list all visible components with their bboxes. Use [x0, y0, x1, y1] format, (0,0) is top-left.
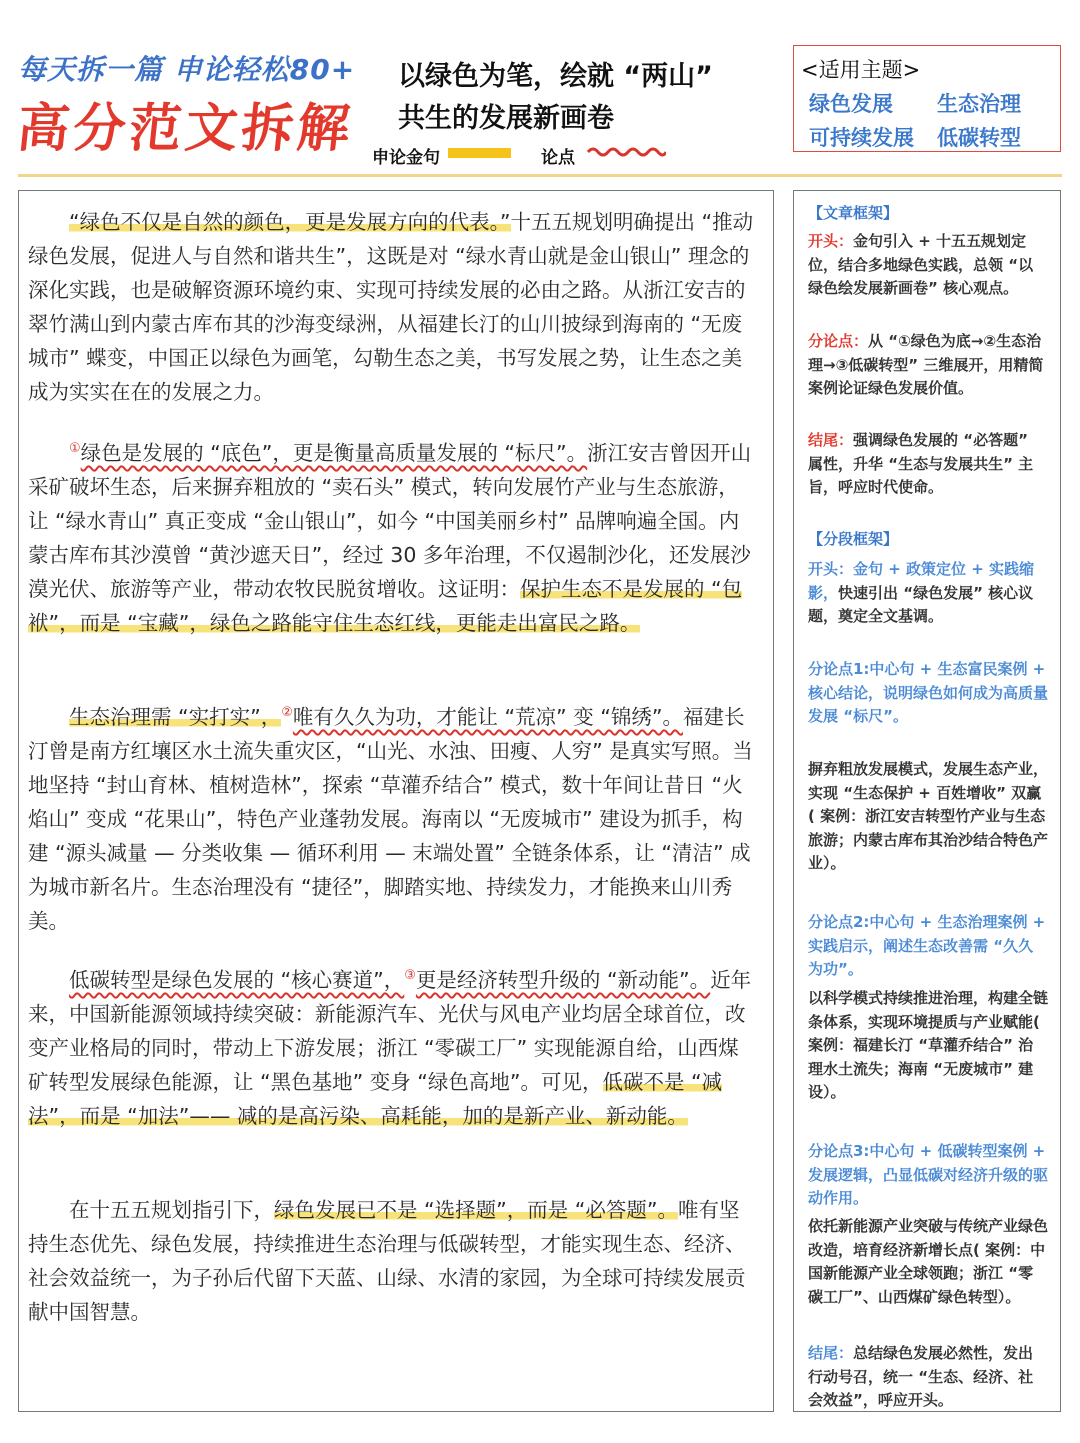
article-paragraph-4 [28, 963, 758, 1133]
ending-text: 强调绿色发展的 “必答题” 属性，升华 “生态与发展共生” 主旨，呼应时代使命。 [808, 431, 1034, 496]
golden-sentence: 生态治理需 “实打实”， [69, 705, 282, 729]
golden-sentence: “绿色不仅是自然的颜色，更是发展方向的代表。” [69, 210, 511, 234]
point2-detail: 以科学模式持续推进治理，构建全链条体系，实现环境提质与产业赋能( 案例：福建长汀 “草灌乔结合” 治理水土流失；海南 “无废城市” 建设）。 [808, 989, 1049, 1101]
golden-sentence: 低碳不是 “减法”，而是 “加法”—— 减的是高污染、高耗能，加的是新产业、新动能。 [28, 1070, 723, 1128]
para-ending [808, 1342, 1048, 1413]
points-label: 分论点： [808, 332, 869, 350]
paragraph-text: 在十五五规划指引下， [69, 1198, 274, 1222]
framework-points [808, 330, 1048, 401]
opening-label: 开头： [808, 232, 854, 250]
page-title-line1: 以绿色为笔，绘就 “两山” [398, 61, 713, 92]
legend-highlight-swatch [448, 148, 511, 158]
brand-slogan: 每天拆一篇 申论轻松80+ [18, 53, 356, 86]
framework-title: 【文章框架】 [808, 204, 899, 222]
paragraph-text: 唯有坚持生态优先、绿色发展，持续推进生态治理与低碳转型，才能实现生态、经济、社会效益统一，为子孙后代留下天蓝、山绿、水清的家园，为全球可持续发展贡献中国智慧。 [28, 1198, 746, 1324]
brand-title: 高分范文拆解 [14, 98, 357, 159]
para-ending-text: 总结绿色发展必然性，发出行动号召，统一 “生态、经济、社会效益”，呼应开头。 [808, 1344, 1034, 1409]
point3-detail: 依托新能源产业突破与传统产业绿色改造，培育经济新增长点( 案例：中国新能源产业全球领跑；浙江 “零碳工厂”、山西煤矿绿色转型）。 [808, 1217, 1049, 1306]
theme-tag-ecological-governance: 生态治理 [937, 92, 1021, 116]
theme-tag-green-development: 绿色发展 [809, 92, 893, 116]
page-title-line2: 共生的发展新画卷 [398, 103, 614, 134]
theme-title: <适用主题> [801, 58, 921, 82]
point-number: ② [281, 705, 293, 721]
framework-opening [808, 230, 1048, 301]
article-paragraph-2 [28, 436, 758, 640]
paragraph-text: 福建长汀曾是南方红壤区水土流失重灾区，“山光、水浊、田瘦、人穷” 是真实写照。当地坚持 “封山育林、植树造林”，探索 “草灌乔结合” 模式，数十年间让昔日 “火焰山” 变成 “花果山”，特色产业蓬勃发展。海南以 “无废城市” 建设为抓手，构建 “源头减量 — 分类收集 — 循环利用 — 末端处置” 全链条体系，让 “清洁” 成为城市新名片。生态治理没有 “捷径”，脚踏实地、持续发力，才能换来山川秀美。 [28, 705, 753, 933]
point1-detail: 摒弃粗放发展模式，发展生态产业，实现 “生态保护 + 百姓增收” 双赢( 案例：浙江安吉转型竹产业与生态旅游；内蒙古库布其治沙结合特色产业）。 [808, 760, 1049, 872]
paragraph-framework-title: 【分段框架】 [808, 530, 899, 548]
legend-wave-swatch [586, 143, 666, 159]
point3-summary: 分论点3:中心句 + 低碳转型案例 + 发展逻辑，凸显低碳对经济升级的驱动作用。 [808, 1142, 1049, 1207]
para-opening-head: 开头：金句 + 政策定位 + 实践缩影， [808, 560, 1035, 602]
legend-lundian-label: 论点 [541, 148, 575, 168]
legend-jinju-label: 申论金句 [372, 148, 440, 168]
ending-label: 结尾： [808, 431, 854, 449]
golden-sentence: 绿色发展已不是 “选择题”，而是 “必答题”。 [274, 1198, 679, 1222]
para-opening [808, 558, 1048, 629]
point1-summary: 分论点1:中心句 + 生态富民案例 + 核心结论，说明绿色如何成为高质量发展 “标尺”。 [808, 660, 1049, 725]
para-opening-text: 快速引出 “绿色发展” 核心议题，奠定全文基调。 [808, 583, 1034, 625]
paragraph-text: 十五五规划明确提出 “推动绿色发展，促进人与自然和谐共生”，这既是对 “绿水青山就是金山银山” 理念的深化实践，也是破解资源环境约束、实现可持续发展的必由之路。从浙江安吉的翠竹满山到内蒙古库布其的沙海变绿洲，从福建长汀的山川披绿到海南的 “无废城市” 蝶变，中国正以绿色为画笔，勾勒生态之美，书写发展之势，让生态之美成为实实在在的发展之力。 [28, 210, 754, 404]
opening-text: 金句引入 + 十五五规划定位，结合多地绿色实践，总领 “以绿色绘发展新画卷” 核心观点。 [808, 232, 1034, 297]
argument-sentence: 低碳转型是绿色发展的 “核心赛道”， [69, 968, 405, 992]
theme-tag-low-carbon: 低碳转型 [937, 126, 1021, 150]
para-ending-label: 结尾： [808, 1344, 854, 1362]
framework-ending [808, 429, 1048, 500]
point-number: ③ [404, 968, 416, 984]
points-text: 从 “①绿色为底→②生态治理→③低碳转型” 三维展开，用精简案例论证绿色发展价值。 [808, 332, 1044, 397]
article-paragraph-1 [28, 205, 758, 409]
theme-tag-sustainable-development: 可持续发展 [809, 126, 914, 150]
golden-sentence: 保护生态不是发展的 “包袱”，而是 “宝藏”，绿色之路能守住生态红线，更能走出富民之路。 [28, 577, 743, 635]
paragraph-text: 近年来，中国新能源领域持续突破：新能源汽车、光伏与风电产业均居全球首位，改变产业格局的同时，带动上下游发展；浙江 “零碳工厂” 实现能源自给，山西煤矿转型发展绿色能源，让 “黑色基地” 变身 “绿色高地”。可见， [28, 968, 752, 1094]
article-paragraph-5 [28, 1193, 758, 1329]
article-paragraph-3 [28, 700, 758, 938]
point-number: ① [69, 441, 81, 457]
page-title [398, 56, 713, 140]
header-divider [18, 174, 1062, 177]
argument-sentence: 绿色是发展的 “底色”，更是衡量高质量发展的 “标尺”。 [80, 441, 588, 465]
argument-sentence: 更是经济转型升级的 “新动能”。 [415, 968, 711, 992]
point2-summary: 分论点2:中心句 + 生态治理案例 + 实践启示，阐述生态改善需 “久久为功”。 [808, 913, 1046, 978]
argument-sentence: 唯有久久为功，才能让 “荒凉” 变 “锦绣”。 [292, 705, 683, 729]
paragraph-text: 浙江安吉曾因开山采矿破坏生态，后来摒弃粗放的 “卖石头” 模式，转向发展竹产业与生态旅游，让 “绿水青山” 真正变成 “金山银山”，如今 “中国美丽乡村” 品牌响遍全国。内蒙古库布其沙漠曾 “黄沙遮天日”，经过 30 多年治理，不仅遏制沙化，还发展沙漠光伏、旅游等产业，带动农牧民脱贫增收。这证明： [28, 441, 752, 601]
